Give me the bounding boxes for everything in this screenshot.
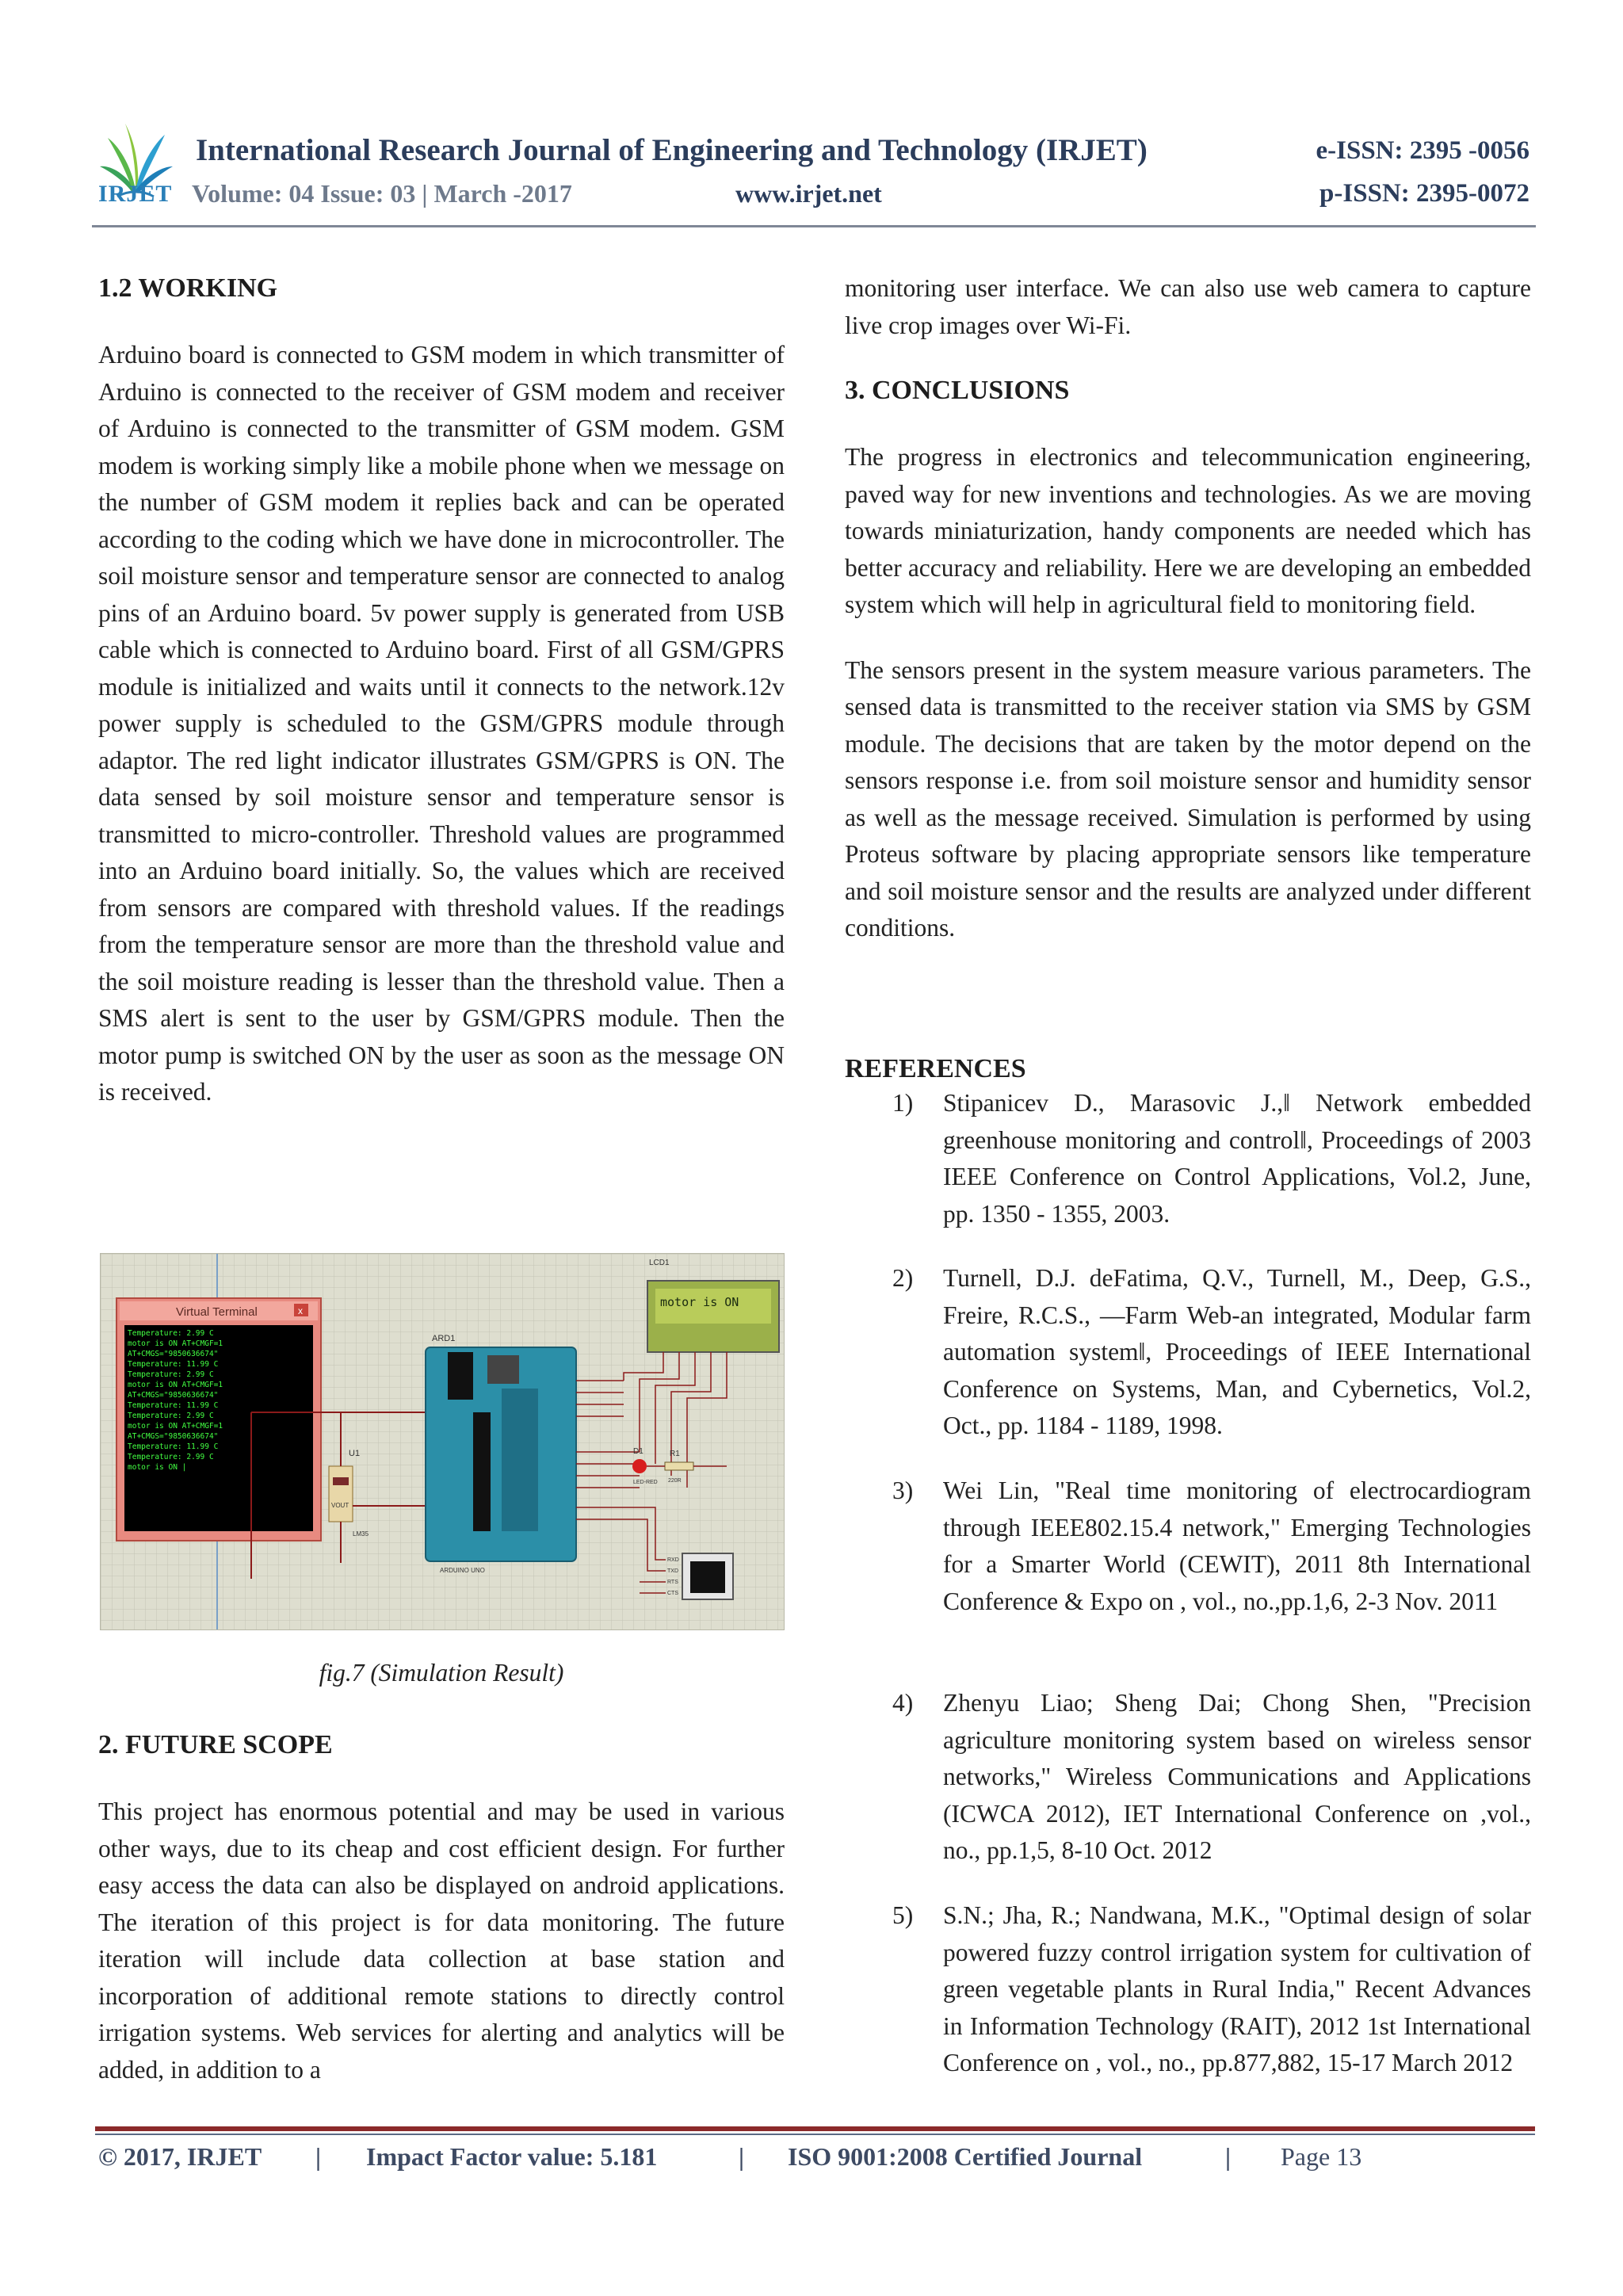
future-scope-cont-text: monitoring user interface. We can also use web camera to capture live crop images over Wi-Fi.	[845, 274, 1531, 339]
svg-text:RTS: RTS	[667, 1580, 678, 1585]
section-working	[98, 270, 785, 1111]
terminal-line: AT+CMGS="9850636674"	[128, 1350, 219, 1358]
svg-text:RXD: RXD	[667, 1557, 679, 1563]
figure-caption: fig.7 (Simulation Result)	[319, 1659, 564, 1687]
reference-number: 5)	[892, 1901, 914, 1929]
conclusions-para-2: The sensors present in the system measure various parameters. The sensed data is transmitted to the receiver station via SMS by GSM module. The decisions that are taken by the motor depend on the sensors response i.e. from soil moisture sensor and humidity sensor as well as the message received. Simulation is performed by using Proteus software by placing appropriate sensors like temperature and soil moisture sensor and the results are analyzed under different conditions.	[845, 655, 1531, 942]
footer-iso: ISO 9001:2008 Certified Journal	[788, 2142, 1143, 2171]
reference-text: Wei Lin, "Real time monitoring of electrocardiogram through IEEE802.15.4 network," Emerging Technologies for a Smarter World (CEWIT), 2011 8th International Conference & Expo on , vol., no.,pp.1,6, 2-3 Nov. 2011	[943, 1477, 1531, 1615]
terminal-line: Temperature: 2.99 C	[128, 1453, 214, 1461]
svg-text:x: x	[298, 1305, 303, 1316]
d1-label: D1	[633, 1447, 643, 1456]
terminal-line: Temperature: 2.99 C	[128, 1329, 214, 1338]
terminal-line: motor is ON AT+CMGF=1	[128, 1422, 223, 1431]
virtual-terminal-title: Virtual Terminal	[176, 1305, 258, 1319]
reference-text: Stipanicev D., Marasovic J.,‖ Network embedded greenhouse monitoring and control‖, Proceedings of 2003 IEEE Conference on Control Applications, Vol.2, June, pp. 1350 - 1355, 2003.	[943, 1089, 1531, 1228]
terminal-line: Temperature: 2.99 C	[128, 1370, 214, 1379]
terminal-line: Temperature: 11.99 C	[128, 1401, 219, 1410]
r1-label: R1	[670, 1450, 680, 1458]
terminal-line: Temperature: 2.99 C	[128, 1412, 214, 1420]
arduino-label: ARD1	[432, 1334, 456, 1343]
section-conclusions	[845, 372, 1531, 947]
footer-impact-factor: Impact Factor value: 5.181	[366, 2142, 658, 2171]
virtual-terminal-window	[116, 1298, 321, 1541]
reference-text: Turnell, D.J. deFatima, Q.V., Turnell, M., Deep, G.S., Freire, R.C.S., ―Farm Web-an integrated, Modular farm automation system‖, Proceedings of IEEE International Conference on Systems, Man, and Cybernetics, Vol.2, Oct., pp. 1184 - 1189, 1998.	[943, 1264, 1531, 1439]
reference-number: 3)	[892, 1477, 914, 1504]
working-body: Arduino board is connected to GSM modem in which transmitter of Arduino is connected to the receiver of GSM modem and receiver of Arduino is connected to the transmitter of GSM modem. GSM modem is working simply like a mobile phone when we message on the number of GSM modem it replies back and can be operated according to the coding which we have done in microcontroller. The soil moisture sensor and temperature sensor are connected to analog pins of an Arduino board. 5v power supply is generated from USB cable which is connected to Arduino board. First of all GSM/GPRS module is initialized and waits until it connects to the network.12v power supply is scheduled to the GSM/GPRS module through adaptor. The red light indicator illustrates GSM/GPRS is ON. The data sensed by soil moisture sensor and temperature sensor is transmitted to micro-controller. Threshold values are programmed into an Arduino board initially. So, the values which are received from sensors are compared with threshold values. If the readings from the temperature sensor are more than the threshold value and the soil moisture reading is lesser than the threshold value. Then a SMS alert is sent to the user by GSM/GPRS module. Then the motor pump is switched ON by the user as soon as the message ON is received.	[98, 341, 785, 1106]
reference-item	[845, 1260, 1531, 1445]
terminal-line: motor is ON |	[128, 1463, 187, 1472]
references-heading: REFERENCES	[845, 1054, 1026, 1083]
pissn: p-ISSN: 2395-0072	[1319, 179, 1529, 208]
led-part-label: LED-RED	[633, 1480, 658, 1485]
resistor-value: 220R	[668, 1478, 682, 1484]
reference-number: 1)	[892, 1089, 914, 1117]
reference-item	[845, 1685, 1531, 1870]
terminal-line: AT+CMGS="9850636674"	[128, 1432, 219, 1441]
terminal-line: Temperature: 11.99 C	[128, 1442, 219, 1451]
reference-number: 2)	[892, 1264, 914, 1292]
header-rule	[92, 225, 1536, 227]
terminal-line: motor is ON AT+CMGF=1	[128, 1339, 223, 1348]
footer-rule-blue	[95, 2134, 1535, 2135]
arduino-footer: ARDUINO UNO	[440, 1567, 485, 1574]
footer-copyright: © 2017, IRJET	[98, 2142, 262, 2171]
volume-issue: Volume: 04 Issue: 03 | March -2017	[192, 179, 572, 208]
terminal-line: AT+CMGS="9850636674"	[128, 1391, 219, 1400]
terminal-line: motor is ON AT+CMGF=1	[128, 1381, 223, 1389]
svg-text:TXD: TXD	[667, 1568, 678, 1574]
reference-item	[845, 1897, 1531, 2082]
logo-text: IRJET	[98, 181, 173, 207]
footer-page-number: Page 13	[1281, 2142, 1362, 2171]
eissn: e-ISSN: 2395 -0056	[1316, 136, 1529, 165]
terminal-line: Temperature: 11.99 C	[128, 1360, 219, 1369]
footer-separator: |	[739, 2142, 745, 2171]
sensor-pin-label: VOUT	[331, 1502, 349, 1509]
section-future-scope	[98, 1727, 785, 2088]
reference-item	[845, 1473, 1531, 1620]
footer-rule-red	[95, 2126, 1535, 2131]
journal-website[interactable]: www.irjet.net	[735, 179, 882, 208]
working-heading: 1.2 WORKING	[98, 273, 278, 303]
lcd-text: motor is ON	[660, 1295, 739, 1309]
u1-label: U1	[349, 1449, 361, 1458]
footer-separator: |	[1225, 2142, 1232, 2171]
sensor-part-label: LM35	[353, 1530, 369, 1538]
reference-number: 4)	[892, 1689, 914, 1717]
simulation-schematic	[101, 1254, 784, 1629]
future-scope-continued	[845, 270, 1531, 344]
reference-text: Zhenyu Liao; Sheng Dai; Chong Shen, "Precision agriculture monitoring system based on wireless sensor networks," Wireless Communications and Applications (ICWCA 2012), IET International Conference on ,vol., no., pp.1,5, 8-10 Oct. 2012	[943, 1689, 1531, 1864]
reference-text: S.N.; Jha, R.; Nandwana, M.K., "Optimal design of solar powered fuzzy control irrigation system for cultivation of green vegetable plants in Rural India," Recent Advances in Information Technology (RAIT), 2012 1st International Conference on , vol., no., pp.877,882, 15-17 March 2012	[943, 1901, 1531, 2076]
simulation-figure	[100, 1253, 785, 1630]
future-scope-heading: 2. FUTURE SCOPE	[98, 1730, 333, 1759]
journal-title: International Research Journal of Engineering and Technology (IRJET)	[196, 133, 1148, 167]
lcd-label: LCD1	[649, 1259, 670, 1267]
conclusions-heading: 3. CONCLUSIONS	[845, 376, 1070, 405]
svg-text:CTS: CTS	[667, 1591, 678, 1596]
footer-separator: |	[315, 2142, 322, 2171]
references-heading-wrap	[845, 1051, 1531, 1087]
reference-item	[845, 1085, 1531, 1232]
future-scope-body: This project has enormous potential and may be used in various other ways, due to its cheap and cost efficient design. For further easy access the data can also be displayed on android applications. The iteration of this project is for data monitoring. The future iteration will include data collection at base station and incorporation of additional remote stations to directly control irrigation systems. Web services for alerting and analytics will be added, in addition to a	[98, 1797, 785, 2084]
conclusions-para-1: The progress in electronics and telecommunication engineering, paved way for new inventions and technologies. As we are moving towards miniaturization, handy components are needed which has better accuracy and reliability. Here we are developing an embedded system which will help in agricultural field to monitoring field.	[845, 443, 1531, 618]
